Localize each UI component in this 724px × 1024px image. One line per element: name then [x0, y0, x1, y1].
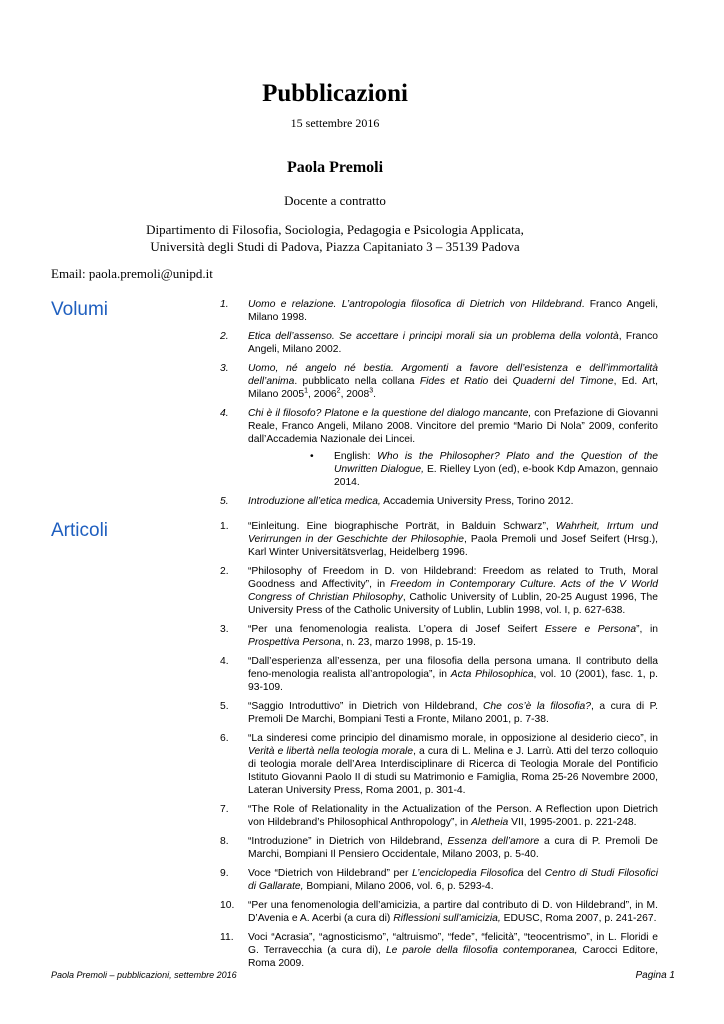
item-text: con Prefazione di Giovanni Reale, Franco Angeli, Milano 2008. Vincitore del premio “Mario Di Nola” 2009, conferito dall’Accademia Nazionale dei Lincei. — [248, 408, 658, 445]
work-title: Riflessioni sull’amicizia, — [393, 913, 501, 924]
item-text: Carocci Editore, Roma 2009. — [248, 945, 658, 969]
book-title: Uomo e relazione. L’antropologia filosofica di Dietrich von Hildebrand — [248, 299, 582, 310]
item-text: , vol. 10 (2001), fasc. 1, p. 93-109. — [248, 669, 658, 693]
work-title: Verità e libertà nella teologia morale — [248, 746, 414, 757]
item-text: Accademia University Press, Torino 2012. — [380, 496, 574, 507]
item-text: “Einleitung. Eine biographische Porträt, in Balduin Schwarz”, — [248, 521, 556, 532]
item-number: 1. — [220, 521, 229, 532]
item-number: 7. — [220, 804, 229, 815]
list-item — [220, 835, 658, 861]
item-text: . — [373, 389, 376, 400]
department-line-1: Dipartimento di Filosofia, Sociologia, Pedagogia e Psicologia Applicata, — [146, 222, 524, 237]
item-number: 9. — [220, 868, 229, 879]
book-title: Who is the Philosopher? Plato and the Question of the Unwritten Dialogue, — [334, 451, 659, 475]
item-text: a cura di P. Premoli De Marchi, Bompiani Il Pensiero Occidentale, Milano 2003, p. 5-40. — [248, 836, 658, 860]
page-title: Pubblicazioni — [262, 80, 408, 107]
item-text: Bompiani, Milano 2006, vol. 6, p. 5293-4. — [303, 881, 494, 892]
list-item — [220, 407, 658, 489]
list-item — [220, 803, 658, 829]
item-text: “Saggio Introduttivo” in Dietrich von Hildebrand, — [248, 701, 483, 712]
item-text: EDUSC, Roma 2007, p. 241-267. — [500, 913, 657, 924]
item-text: , Catholic University of Lublin, 20-25 August 1996, The University Press of the Catholic University of Lublin, Lublin 1998, vol. I, p. 627-638. — [248, 592, 658, 616]
work-title: Essere e Persona — [544, 624, 637, 635]
item-text: “The Role of Relationality in the Actualization of the Person. A Reflection upon Dietrich von Hildebrand’s Philosophical Anthropology”, in — [248, 804, 658, 828]
work-title: Freedom in Contemporary Culture. Acts of the V World Congress of Christian Philosophy — [248, 579, 659, 603]
document-date: 15 settembre 2016 — [290, 116, 380, 130]
item-text: “Per una fenomenologia dell’amicizia, a partire dal contributo di D. von Hildebrand”, in M. D’Avenia e A. Acerbi (a cura di) — [248, 900, 658, 924]
book-title: Introduzione all’etica medica, — [248, 496, 381, 507]
item-text: E. Rielley Lyon (ed), e-book Kdp Amazon, gennaio 2014. — [334, 464, 658, 488]
work-title: Wahrheit, Irrtum und Verirrungen in der Geschichte der Philosophie — [248, 521, 658, 545]
work-title: Essenza dell’amore — [447, 836, 540, 847]
work-title: Che cos’è la filosofia? — [482, 701, 592, 712]
item-number: 2. — [220, 566, 229, 577]
item-number: 5. — [220, 496, 229, 507]
list-item — [220, 362, 658, 401]
department-address — [0, 221, 670, 255]
item-number: 11. — [220, 932, 234, 943]
item-text: VII, 1995-2001. p. 221-248. — [508, 817, 637, 828]
author-email: Email: paola.premoli@unipd.it — [51, 266, 213, 281]
item-text: dei — [488, 376, 513, 387]
item-number: 2. — [220, 331, 229, 342]
item-number: 10. — [220, 900, 235, 911]
item-number: 1. — [220, 299, 229, 310]
book-title: Chi è il filosofo? Platone e la questione del dialogo mancante, — [248, 408, 532, 419]
item-text: “Philosophy of Freedom in D. von Hildebrand: Freedom as related to Truth, Moral Goodness and Affectivity”, in — [248, 566, 658, 590]
item-text: , n. 23, marzo 1998, p. 15-19. — [340, 637, 476, 648]
journal-title: Prospettiva Persona — [248, 637, 341, 648]
item-text: “Per una fenomenologia realista. L’opera di Josef Seifert — [248, 624, 545, 635]
item-text: , Franco Angeli, Milano 2002. — [248, 331, 658, 355]
book-title: Uomo, né angelo né bestia. Argomenti a favore dell’esistenza e dell’immortalità dell’anima — [248, 363, 658, 387]
item-number: 6. — [220, 733, 229, 744]
footer-left: Paola Premoli – pubblicazioni, settembre 2016 — [51, 970, 237, 980]
edition-superscript: 1 — [304, 387, 309, 395]
list-item — [220, 655, 658, 694]
item-text: , 2006 — [308, 389, 337, 400]
list-item — [220, 700, 658, 726]
item-text: “La sinderesi come principio del dinamismo morale, in opposizione al desiderio cieco”, in — [248, 733, 658, 744]
section-title-volumi: Volumi — [51, 299, 109, 320]
item-text: del — [523, 868, 545, 879]
author-role: Docente a contratto — [284, 193, 386, 208]
list-item — [220, 732, 658, 797]
list-item — [220, 623, 658, 649]
item-text: , Paola Premoli und Josef Seifert (Hrsg.), Karl Winter Universitätsverlag, Heidelberg 1996. — [248, 534, 658, 558]
item-text: ”, in — [636, 624, 658, 635]
section-title-articoli: Articoli — [51, 520, 109, 541]
item-text: Voci “Acrasia”, “agnosticismo”, “altruismo”, “fede”, “felicità”, “teocentrismo”, in L. Floridi e G. Terravecchia (a cura di), — [248, 932, 658, 956]
articoli-list — [220, 520, 658, 976]
item-text: “Introduzione” in Dietrich von Hildebrand, — [248, 836, 448, 847]
item-number: 3. — [220, 363, 229, 374]
item-text: , Ed. Art, Milano 2005 — [248, 376, 658, 400]
journal-title: Aletheia — [471, 817, 509, 828]
author-name: Paola Premoli — [286, 159, 384, 176]
item-text: . pubblicato nella collana — [294, 376, 420, 387]
list-item — [220, 867, 658, 893]
edition-superscript: 3 — [369, 387, 374, 395]
list-item — [220, 520, 658, 559]
department-line-2: Università degli Studi di Padova, Piazza Capitaniato 3 – 35139 Padova — [150, 239, 520, 254]
volumi-list — [220, 298, 658, 514]
list-item — [220, 565, 658, 617]
work-title: Le parole della filosofia contemporanea, — [385, 945, 578, 956]
work-title: Centro di Studi Filosofici di Gallarate, — [248, 868, 658, 892]
series-title: Fides et Ratio — [419, 376, 489, 387]
item-text: , a cura di P. Premoli De Marchi, Bompiani Testi a Fronte, Milano 2001, p. 7-38. — [248, 701, 658, 725]
work-title: L’enciclopedia Filosofica — [411, 868, 524, 879]
edition-superscript: 2 — [336, 387, 341, 395]
list-item — [220, 495, 658, 508]
sub-item — [248, 450, 658, 489]
list-item — [220, 298, 658, 324]
item-number: 8. — [220, 836, 229, 847]
book-title: Etica dell’assenso. Se accettare i principi morali sia un problema della volontà — [248, 331, 619, 342]
item-text: , a cura di L. Melina e J. Larrù. Atti del terzo colloquio di teologia morale dell’Area Interdisciplinare di Ricerca di Teologia Morale del Pontificio Istituto Giovanni Paolo II di studi su Matrimonio e Famiglia, Roma 25-26 Novembre 2000, Lateran University Press, Roma 2001, p. 301-4. — [248, 746, 659, 796]
page-number: Pagina 1 — [635, 970, 675, 981]
list-item — [220, 931, 658, 970]
item-number: 5. — [220, 701, 229, 712]
list-item — [220, 330, 658, 356]
item-text: Voce “Dietrich von Hildebrand” per — [248, 868, 412, 879]
journal-title: Acta Philosophica — [450, 669, 534, 680]
item-number: 3. — [220, 624, 229, 635]
bullet-icon: • — [310, 451, 314, 462]
item-text: English: — [334, 451, 378, 462]
item-number: 4. — [220, 408, 229, 419]
item-text: “Dall’esperienza all’essenza, per una filosofia della persona umana. Il contributo della feno-menologia realista all’antropologia”, in — [248, 656, 658, 680]
item-text: . Franco Angeli, Milano 1998. — [248, 299, 658, 323]
item-number: 4. — [220, 656, 229, 667]
series-title: Quaderni del Timone — [512, 376, 614, 387]
list-item — [220, 899, 658, 925]
item-text: , 2008 — [340, 389, 370, 400]
